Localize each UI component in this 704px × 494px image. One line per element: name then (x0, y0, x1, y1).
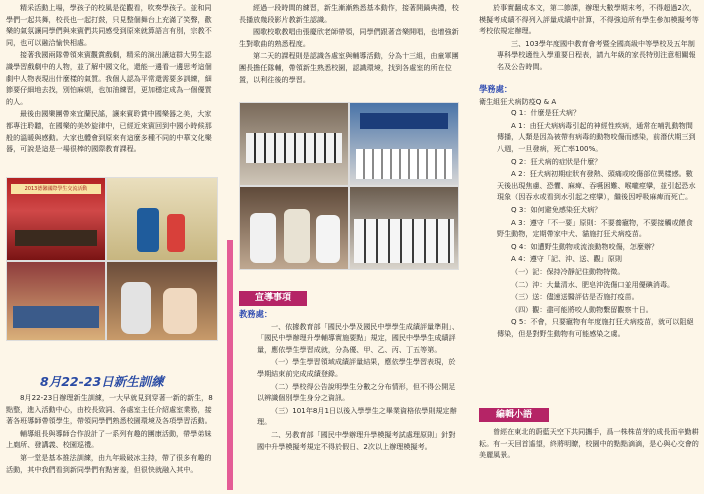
office-subheading: 教務處： (239, 309, 273, 319)
dancers-row (13, 306, 99, 328)
photo-assembly-hall (349, 102, 459, 186)
paragraph: 三、103學年度國中教育會考暨全國高級中等學校及五年制專科學校適性入學重要日程表，請九年級的家長特別注意相關報名及公告時間。 (497, 38, 696, 71)
students-in-line (246, 133, 342, 163)
announcement-item: （三）101年8月1日以後入學學生之畢業資格依學則規定辦理。 (257, 405, 457, 427)
editor-note (479, 426, 699, 461)
paragraph: 國歌校歌教唱由張慶欣老師帶領，同學們跟著音樂開唱，也增強新生對歌曲的熟悉程度。 (239, 27, 459, 48)
qa-line: （四）觀：盡可能將咬人動物繫留觀察十日。 (511, 304, 653, 314)
qa-line: （一）記：保持冷靜記住動物特徵。 (511, 266, 625, 276)
qa-line: （三）送：儘速送醫評估是否施打疫苗。 (511, 292, 639, 302)
student-figure (250, 213, 276, 263)
paragraph: 第一堂是基本推法訓練，由九年級破冰主持，帶了很多有趣的活動，其中我們看到新同學們有點害羞，但很快就融入其中。 (6, 452, 212, 474)
column-1-top-text (6, 2, 218, 174)
paragraph: 8月22-23日辦理新生訓練，一大早就見到穿著一新的新生，8點整，進入活動中心，由校長致詞、各處室主任介紹處室業務，接著各班導師帶領學生，帶領同學們熟悉校園環境及各項學習活動。 (6, 393, 213, 426)
announcement-item: 一、依據教育部「國民小學及國民中學學生成績評量準則」、「國民中學辦理升學輔導實施要點」規定，國民中學學生成績評量，應依學生學習成就，分為優、甲、乙、丙、丁五等第。 (257, 321, 459, 354)
paragraph: 經過一段時間的練習，新生漸漸熟悉基本動作，接著開鍋典禮，校長播放幾段影片教新生認識。 (239, 3, 459, 24)
office-subheading: 學務處： (479, 84, 513, 94)
performer-figure (137, 208, 159, 252)
qa-line: A 3：遵守「不一要」原則：不要養寵物，不要接觸或餵食野生動物，定期帶家中犬、貓施打狂犬病疫苗。 (497, 217, 693, 239)
audience-silhouette (15, 230, 97, 246)
paragraph: 曾經在東北的蔚藍天空下共同攜手，爲一株株苗芽的成長而辛勤耕耘。有一天回首遙望，終將明瞭，校園中的點點滴滴，是心與心交會的美麗風景。 (479, 427, 699, 460)
column-1-bottom-text (6, 392, 218, 492)
qa-line: A 2：狂犬病初期症狀有發熱、頭痛或咬傷部位異樣感。數天後出現焦慮、恐懼、麻痺、吞嚥困難、喉嚨痙攣，並引起恐水現象（因吞水或看到水引起之痙攣），繼後因呼吸麻痺而死亡。 (497, 169, 696, 202)
student-figure (316, 215, 340, 263)
announcement-item: （二）學校得公告說明學生分數之分布情形，但不得公開足以辨識個別學生身分之資訊。 (257, 381, 456, 403)
paragraph: 於事實翻成本文，第二節課，辦理大數學期末考，不得超過2次，模擬考成績不得列入評量成績中計算，不得強迫所有學生參加模擬考等考校依規定辦理。 (479, 3, 699, 36)
paragraph: 第二天的課程則是認識各處室與輔導活動，分為十三組，由童軍團團長擔任隊輔，帶領新生熟悉校園，認識環境，找到各處室的所在位置，以利往後的學習。 (239, 51, 459, 84)
qa-line: （二）沖：大量清水、肥皂沖洗傷口並用優碘消毒。 (511, 279, 675, 289)
paragraph: 精采活動上場，學孩子的校風是從觀看，吹奏學孩子。並和同學們一起共舞，校長也一起打鼓，只見整個舞台上充滿了笑聲，歡樂的氣氛讓同學們與來賓們共同感受到原來就算語言有別，宗教不同，也可以融洽愉快相處。 (6, 3, 212, 47)
column-2-bottom-text (239, 309, 461, 491)
column-3-top-text (479, 2, 699, 80)
stage-backdrop (360, 113, 448, 129)
photo-stage-dance (6, 261, 106, 341)
qa-line: Q 2：狂犬病的症狀是什麼？ (511, 156, 602, 166)
paragraph: 接著我國兩隊帶領來賓觀賞戲劇，精采的演出讓這群大男生認識學習戲劇中的人物，並了解中國文化，還能一邊看一邊思考這個劇中人物表現出什麼樣的氣質。我個人認為平常還需要多訓練，細節要仔細地去找，別怕麻煩，也加油練習，更加穩定成為一個優質的人。 (6, 50, 212, 106)
qa-line: Q 5：不會，只要寵物有年度施打狂犬病疫苗，就可以阻絕傳染，但是對野生動物有可能感染之虞。 (497, 317, 694, 338)
section-heading-editor: 編輯小語 (479, 408, 549, 422)
section-heading-announcements: 宣導事項 (239, 291, 307, 306)
photo-students-seated (239, 186, 349, 270)
qa-line: Q 3：如何避免感染狂犬病？ (511, 204, 602, 214)
students-group (354, 219, 454, 263)
paragraph: 輔導組長與導師合作設計了一系列有趣的團康活動，帶學弟妹上廁所、發講義、校園巡禮。 (6, 428, 212, 450)
qa-title: 衛生組狂犬病防疫Q & A (479, 96, 557, 106)
column-3-qa (479, 84, 699, 404)
photo-students-closeup (106, 261, 218, 341)
announcement-item: 二、另教育部「國民中學辦理升學模擬考試處理原則」針對國中升學模擬考規定不得於假日、2次以上辦理模擬考。 (257, 429, 456, 451)
photo-classroom-activity (349, 186, 459, 270)
seated-students (356, 149, 452, 179)
qa-line: Q 1：什麼是狂犬病？ (511, 108, 581, 118)
qa-line: A 4：遵守「記、沖、送、觀」原則 (511, 254, 622, 264)
announcement-item: （一）學生學習領域成績評量結果，應依學生學習表現，於學期結束前完成成績登錄。 (257, 357, 456, 378)
performer-figure (167, 214, 185, 252)
photo-line-practice (239, 102, 349, 186)
paragraph: 最後由國樂團帶來宜蘭民謠，讓來賓聆賞中國樂器之美，大家都專注聆聽，在國樂的美妙旋律中，已經近來賓回到中國小時候那般的溫暖與感動。大家也體會到原來有這麼多種不同的中華文化樂器，可說是這是一場很棒的國際教育課程。 (6, 109, 212, 154)
decorative-side-bar (227, 240, 233, 490)
photo-stage-banner (6, 177, 106, 261)
banner-text: 2013德馨國際學生交流活動 (11, 184, 101, 194)
photo-drum-performance (106, 177, 218, 261)
section-caption-orientation: 8月22-23日新生訓練 (40, 374, 164, 389)
student-figure (163, 288, 197, 334)
column-2-top-text (239, 2, 461, 98)
student-figure (121, 282, 151, 334)
student-figure (284, 209, 310, 263)
qa-line: Q 4：如遭野生動物或流浪動物咬傷，怎麼辦？ (511, 241, 659, 251)
qa-line: A 1：由狂犬病病毒引起的神經性疾病，通常在哺乳動物間傳播，人類是因為被帶有病毒的動物咬傷而感染，前潛伏期三到八週，一旦發病，死亡率100%。 (497, 120, 696, 153)
